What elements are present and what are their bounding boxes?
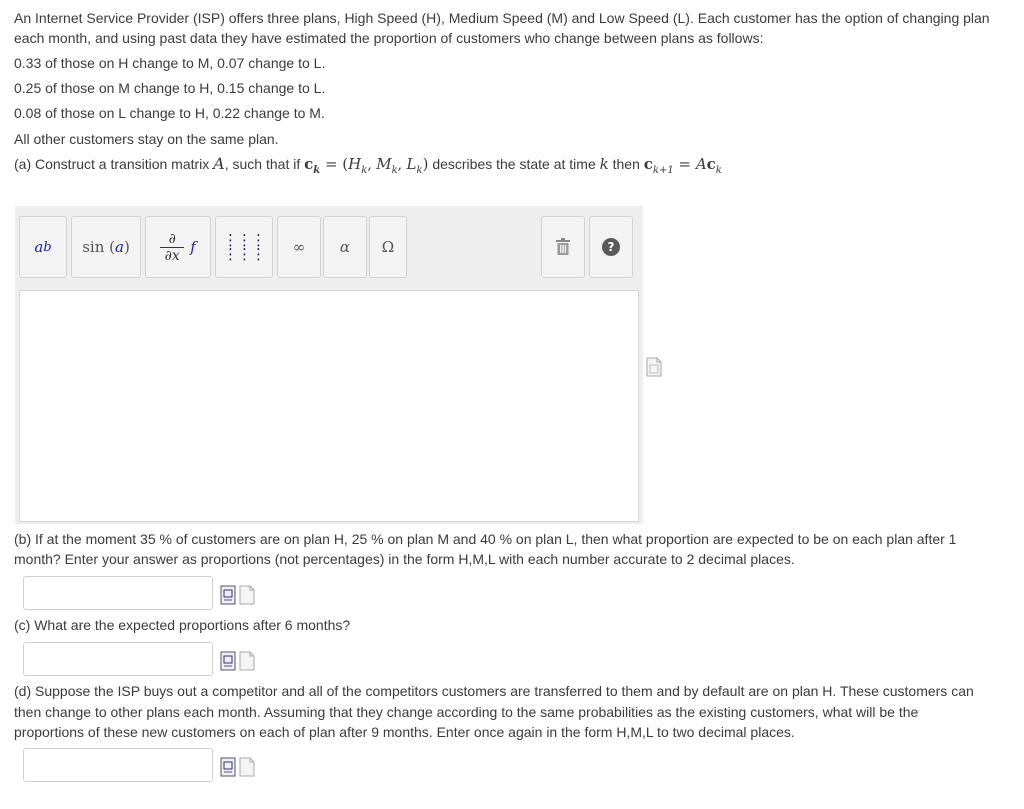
intro-line-2: each month, and using past data they have estimated the proportion of customers who change between plans as follows: bbox=[14, 30, 764, 46]
partial-fraction: ∂ ∂x bbox=[160, 231, 184, 264]
preview-icon[interactable] bbox=[220, 757, 236, 777]
alpha-button[interactable] bbox=[323, 216, 367, 278]
preview-icon[interactable] bbox=[220, 585, 236, 605]
document-icon[interactable] bbox=[239, 585, 255, 605]
sin-label: sin bbox=[82, 238, 105, 256]
rule-m: 0.25 of those on M change to H, 0.15 change to L. bbox=[14, 80, 326, 96]
part-c-question: (c) What are the expected proportions after 6 months? bbox=[14, 617, 351, 633]
part-c-icons bbox=[220, 651, 255, 671]
part-d-line-1: (d) Suppose the ISP buys out a competitor and all of the competitors customers are transferred to them and by default are on plan H. These customers can bbox=[14, 683, 974, 699]
part-d-line-3: proportions of these new customers on each of plan after 9 months. Enter once again in the form H,M,L to two decimal places. bbox=[14, 724, 795, 740]
rule-l: 0.08 of those on L change to H, 0.22 change to M. bbox=[14, 105, 325, 121]
sin-arg-label: a bbox=[114, 238, 124, 256]
infinity-button[interactable] bbox=[277, 216, 321, 278]
part-b-line-2: month? Enter your answer as proportions (not percentages) in the form H,M,L with each number accurate to 2 decimal places. bbox=[14, 551, 795, 567]
document-preview-icon[interactable] bbox=[646, 357, 662, 377]
editor-input-area[interactable] bbox=[19, 290, 639, 522]
part-d-answer-input[interactable] bbox=[23, 748, 213, 782]
alpha-label: α bbox=[339, 238, 351, 256]
power-exp-label: b bbox=[43, 239, 52, 255]
part-b-answer-input[interactable] bbox=[23, 576, 213, 610]
derivative-button[interactable] bbox=[145, 216, 211, 278]
omega-button[interactable] bbox=[369, 216, 407, 278]
part-d-line-2: then change to other plans each month. Assuming that they change according to the same probabilities as the existing customers, what will be the bbox=[14, 704, 919, 720]
sin-button[interactable]: sin ( a ) bbox=[71, 216, 141, 278]
help-icon: ? bbox=[602, 238, 620, 256]
power-button[interactable] bbox=[19, 216, 67, 278]
matrix-button[interactable] bbox=[215, 216, 273, 278]
document-icon[interactable] bbox=[239, 757, 255, 777]
clear-button[interactable] bbox=[541, 216, 585, 278]
part-d-icons bbox=[220, 757, 255, 777]
matrix-icon: ⋮⋮⋮ ⋮⋮⋮ bbox=[223, 231, 265, 263]
document-icon[interactable] bbox=[239, 651, 255, 671]
help-button[interactable] bbox=[589, 216, 633, 278]
part-c-answer-input[interactable] bbox=[23, 642, 213, 676]
matrix-editor bbox=[15, 206, 643, 524]
function-label: f bbox=[190, 238, 196, 256]
part-b-icons bbox=[220, 585, 255, 605]
rule-h: 0.33 of those on H change to M, 0.07 change to L. bbox=[14, 55, 326, 71]
trash-icon bbox=[555, 238, 571, 256]
intro-line-1: An Internet Service Provider (ISP) offers three plans, High Speed (H), Medium Speed (M) and Low Speed (L). Each customer has the option of changing plan bbox=[14, 10, 990, 26]
part-b-line-1: (b) If at the moment 35 % of customers are on plan H, 25 % on plan M and 40 % on plan L, then what proportion are expected to be on each plan after 1 bbox=[14, 531, 957, 547]
omega-label: Ω bbox=[381, 238, 395, 256]
preview-icon[interactable] bbox=[220, 651, 236, 671]
infinity-label: ∞ bbox=[292, 238, 306, 256]
part-a-question: (a) Construct a transition matrix A, such that if $c_k = (H_k$, $M_k$, $L_k$) describes the state at time k then $c_{k+1} = Ac_k$ bbox=[14, 154, 722, 176]
rule-other: All other customers stay on the same plan. bbox=[14, 131, 279, 147]
power-base-label: a bbox=[34, 238, 44, 256]
